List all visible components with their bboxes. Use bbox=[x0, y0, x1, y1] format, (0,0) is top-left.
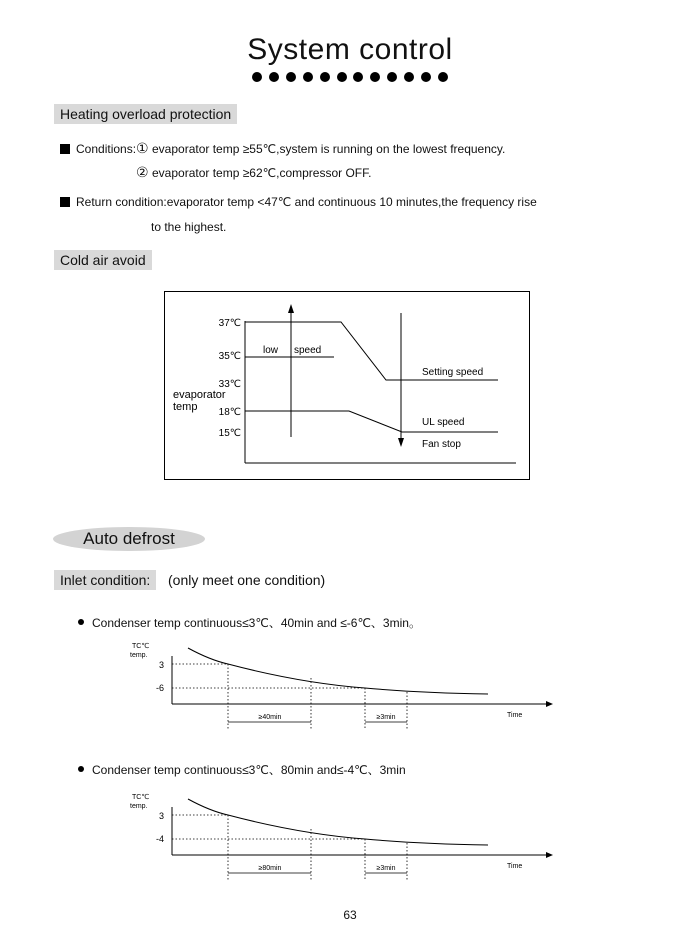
cold-air-avoid-heading: Cold air avoid bbox=[54, 250, 152, 270]
defrost-graph-2 bbox=[120, 789, 560, 885]
graph2-y-title: TC℃ bbox=[132, 794, 150, 801]
defrost-graph-1 bbox=[120, 638, 560, 734]
graph1-temp-curve bbox=[188, 648, 488, 694]
conditions-line-1 bbox=[60, 142, 136, 156]
y-label-37: 37℃ bbox=[218, 318, 241, 329]
graph1-x-title: Time bbox=[507, 712, 523, 719]
dot bbox=[252, 72, 262, 82]
condition-1-marker: ① bbox=[136, 140, 149, 156]
defrost-condition-2: Condenser temp continuous≤3℃、80min and≤-4℃、3min bbox=[78, 761, 406, 778]
dot bbox=[353, 72, 363, 82]
return-condition-line-1: Return condition:evaporator temp <47℃ and continuous 10 minutes,the frequency rise bbox=[60, 195, 537, 209]
page-title: System control bbox=[247, 33, 453, 66]
page-number: 63 bbox=[343, 908, 357, 922]
inlet-condition-note: (only meet one condition) bbox=[168, 572, 326, 588]
speed-label: speed bbox=[294, 345, 322, 356]
dot bbox=[387, 72, 397, 82]
graph1-x-arrow-icon bbox=[546, 701, 553, 707]
graph2-y-value-3: 3 bbox=[158, 811, 164, 821]
graph1-interval-2-label: ≥3min bbox=[376, 714, 396, 721]
round-bullet-icon bbox=[78, 766, 84, 772]
graph1-y-title: TC℃ bbox=[132, 643, 150, 650]
graph2-x-title: Time bbox=[507, 863, 523, 870]
condition-2-marker: ② bbox=[136, 164, 149, 180]
y-label-18: 18℃ bbox=[218, 407, 241, 418]
square-bullet-icon bbox=[60, 197, 70, 207]
condition-1-text: evaporator temp ≥55℃,system is running on the lowest frequency. bbox=[152, 142, 506, 156]
dot bbox=[337, 72, 347, 82]
fan-stop-label: Fan stop bbox=[422, 439, 461, 450]
dot bbox=[269, 72, 279, 82]
inlet-condition-heading: Inlet condition: bbox=[54, 570, 156, 590]
auto-defrost-heading: Auto defrost bbox=[53, 527, 205, 551]
axis-label-temp: temp bbox=[173, 401, 198, 413]
return-condition-line-2: to the highest. bbox=[151, 220, 227, 234]
down-arrow-icon bbox=[398, 438, 404, 447]
graph1-y-title-2: temp. bbox=[130, 652, 148, 659]
graph1-interval-1-label: ≥40min bbox=[258, 714, 282, 721]
square-bullet-icon bbox=[60, 144, 70, 154]
graph2-temp-curve bbox=[188, 799, 488, 845]
cold-air-diagram bbox=[164, 291, 530, 480]
dot bbox=[320, 72, 330, 82]
graph2-y-title-2: temp. bbox=[130, 803, 148, 810]
condition-2-text: evaporator temp ≥62℃,compressor OFF. bbox=[152, 166, 372, 180]
ul-speed-label: UL speed bbox=[422, 417, 465, 428]
dot bbox=[438, 72, 448, 82]
dot bbox=[421, 72, 431, 82]
graph1-y-value-3: 3 bbox=[158, 660, 164, 670]
axis-label-evaporator: evaporator bbox=[173, 389, 226, 401]
setting-speed-label: Setting speed bbox=[422, 367, 484, 378]
low-label: low bbox=[263, 345, 279, 356]
heating-overload-heading: Heating overload protection bbox=[54, 104, 237, 124]
graph1-y-value-minus6: -6 bbox=[155, 683, 164, 693]
y-label-15: 15℃ bbox=[218, 428, 241, 439]
dot bbox=[303, 72, 313, 82]
dot bbox=[370, 72, 380, 82]
y-label-33: 33℃ bbox=[218, 379, 241, 390]
graph2-y-value-minus4: -4 bbox=[155, 834, 164, 844]
graph2-interval-2-label: ≥3min bbox=[376, 865, 396, 872]
dot bbox=[404, 72, 414, 82]
graph2-x-arrow-icon bbox=[546, 852, 553, 858]
graph2-interval-1-label: ≥80min bbox=[258, 865, 282, 872]
round-bullet-icon bbox=[78, 619, 84, 625]
defrost-condition-1: Condenser temp continuous≤3℃、40min and ≤-6℃、3min。 bbox=[78, 614, 421, 631]
title-dot-divider bbox=[252, 72, 448, 86]
y-label-35: 35℃ bbox=[218, 351, 241, 362]
conditions-label: Conditions: bbox=[76, 142, 137, 156]
up-arrow-icon bbox=[288, 304, 294, 313]
dot bbox=[286, 72, 296, 82]
